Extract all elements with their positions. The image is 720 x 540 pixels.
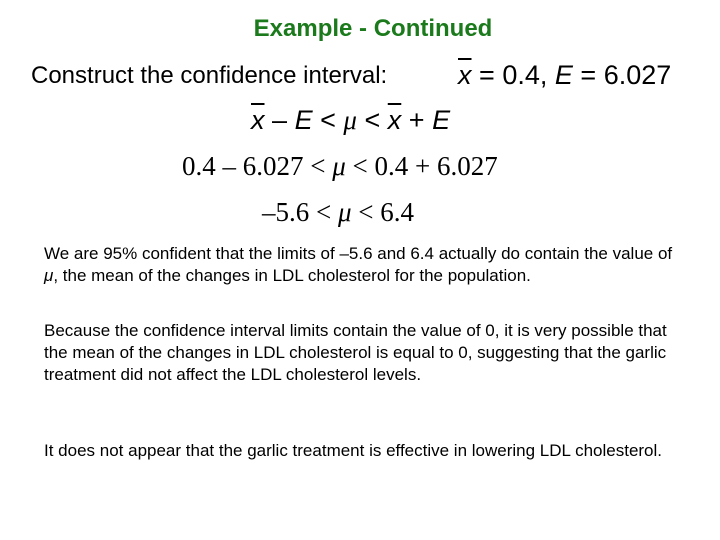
lower-bound-expression: 0.4 – 6.027 < bbox=[182, 151, 326, 181]
mu-symbol: μ bbox=[332, 151, 346, 181]
equals-sign: = bbox=[479, 60, 495, 90]
mu-symbol: μ bbox=[337, 197, 352, 227]
x-bar-value: 0.4, bbox=[502, 60, 548, 90]
upper-bound-value: < 6.4 bbox=[358, 197, 415, 227]
mu-symbol: μ bbox=[343, 105, 357, 135]
lower-bound-value: –5.6 < bbox=[262, 197, 332, 227]
less-than-sign: < bbox=[320, 105, 336, 135]
equation-general-interval bbox=[251, 104, 450, 136]
final-conclusion-paragraph: It does not appear that the garlic treatment is effective in lowering LDL cholesterol. bbox=[44, 441, 663, 460]
margin-of-error-symbol: E bbox=[432, 105, 451, 135]
intro-text: Construct the confidence interval: bbox=[31, 62, 388, 89]
margin-of-error-symbol: E bbox=[294, 105, 313, 135]
margin-of-error-symbol: E bbox=[554, 60, 573, 90]
slide-title: Example - Continued bbox=[253, 15, 493, 42]
interpretation-text-end: , the mean of the changes in LDL cholesterol for the population. bbox=[53, 266, 531, 285]
less-than-sign: < bbox=[364, 105, 381, 135]
interpretation-text-start: We are 95% confident that the limits of –5.6 and 6.4 actually do contain the value of bbox=[44, 244, 673, 263]
margin-of-error-value: 6.027 bbox=[603, 60, 672, 90]
x-bar-symbol: $\overline{x}$ bbox=[458, 60, 472, 90]
equals-sign: = bbox=[580, 60, 597, 90]
minus-sign: – bbox=[272, 105, 288, 135]
x-bar-symbol: $\overline{x}$ bbox=[387, 105, 402, 135]
x-bar-symbol: $\overline{x}$ bbox=[251, 105, 265, 135]
upper-bound-expression: < 0.4 + 6.027 bbox=[352, 151, 498, 181]
equation-substituted-interval bbox=[182, 150, 498, 182]
given-values bbox=[458, 59, 671, 91]
equation-final-interval bbox=[262, 196, 414, 228]
mu-symbol: μ bbox=[44, 266, 54, 285]
interpretation-paragraph bbox=[44, 243, 684, 287]
conclusion-paragraph: Because the confidence interval limits contain the value of 0, it is very possible that the mean of the changes in LDL cholesterol is equal to 0, suggesting that the garlic treatment did not affect the LDL cholesterol levels. bbox=[44, 321, 667, 384]
plus-sign: + bbox=[408, 105, 425, 135]
